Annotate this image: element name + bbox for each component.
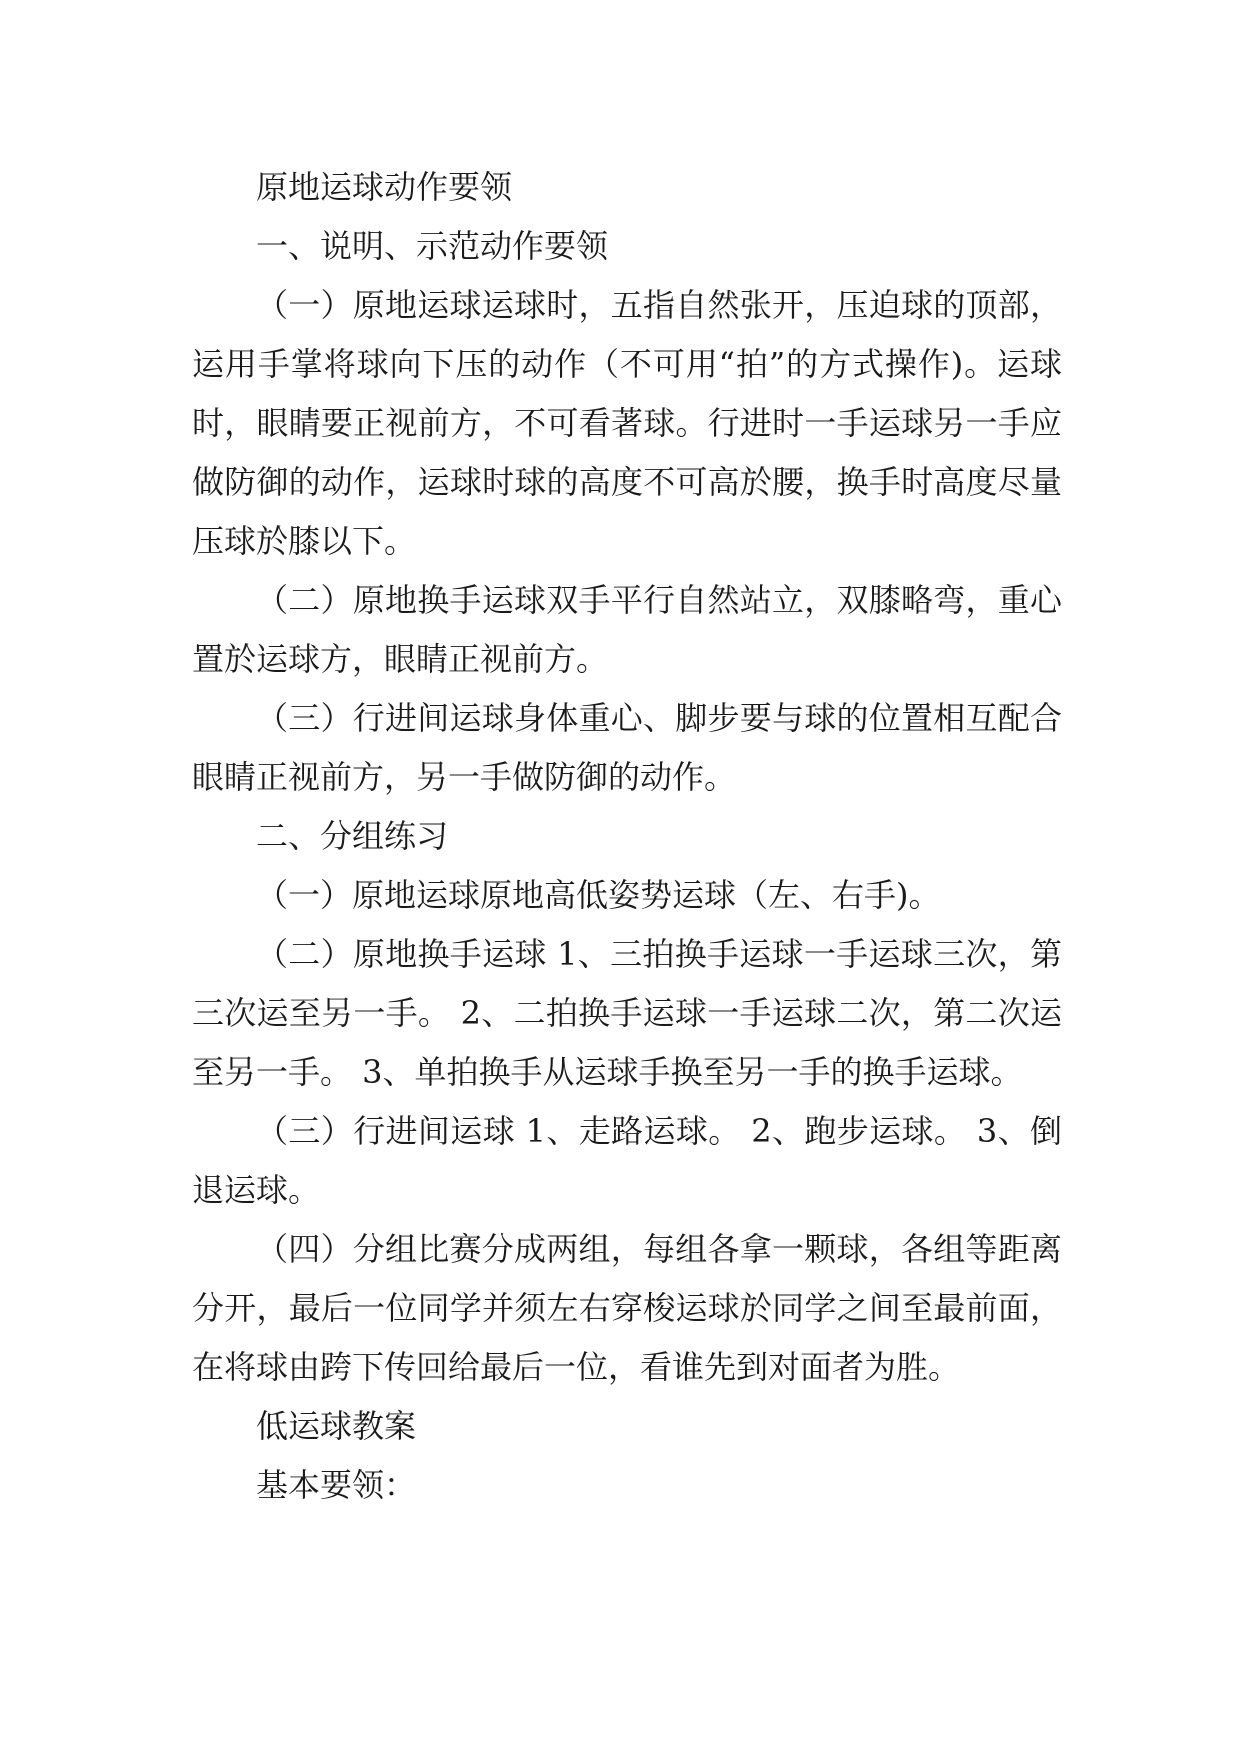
section-heading-2: 二、分组练习 (256, 817, 449, 855)
section-heading-1: 一、说明、示范动作要领 (256, 227, 609, 265)
document-body (192, 158, 1062, 1515)
section2-paragraph-3: （三）行进间运球 1、走路运球。 2、跑步运球。 3、倒退运球。 (192, 1112, 1062, 1209)
section-heading-3: 低运球教案 (256, 1407, 417, 1445)
section1-paragraph-3: （三）行进间运球身体重心、脚步要与球的位置相互配合眼睛正视前方，另一手做防御的动作。 (192, 699, 1062, 796)
document-title: 原地运球动作要领 (256, 168, 513, 206)
section-subheading-3: 基本要领： (256, 1466, 417, 1504)
section2-paragraph-1: （一）原地运球原地高低姿势运球（左、右手)。 (256, 876, 941, 914)
section2-paragraph-2: （二）原地换手运球 1、三拍换手运球一手运球三次，第三次运至另一手。 2、二拍换手运球一手运球二次，第二次运至另一手。 3、单拍换手从运球手换至另一手的换手运球。 (192, 935, 1062, 1091)
section1-paragraph-2: （二）原地换手运球双手平行自然站立，双膝略弯，重心置於运球方，眼睛正视前方。 (192, 581, 1062, 678)
section2-paragraph-4: （四）分组比赛分成两组，每组各拿一颗球，各组等距离分开，最后一位同学并须左右穿梭运球於同学之间至最前面，在将球由跨下传回给最后一位，看谁先到对面者为胜。 (192, 1230, 1062, 1386)
section1-paragraph-1: （一）原地运球运球时，五指自然张开，压迫球的顶部，运用手掌将球向下压的动作（不可用“拍”的方式操作)。运球时，眼睛要正视前方，不可看著球。行进时一手运球另一手应做防御的动作，运球时球的高度不可高於腰，换手时高度尽量压球於膝以下。 (192, 286, 1062, 560)
